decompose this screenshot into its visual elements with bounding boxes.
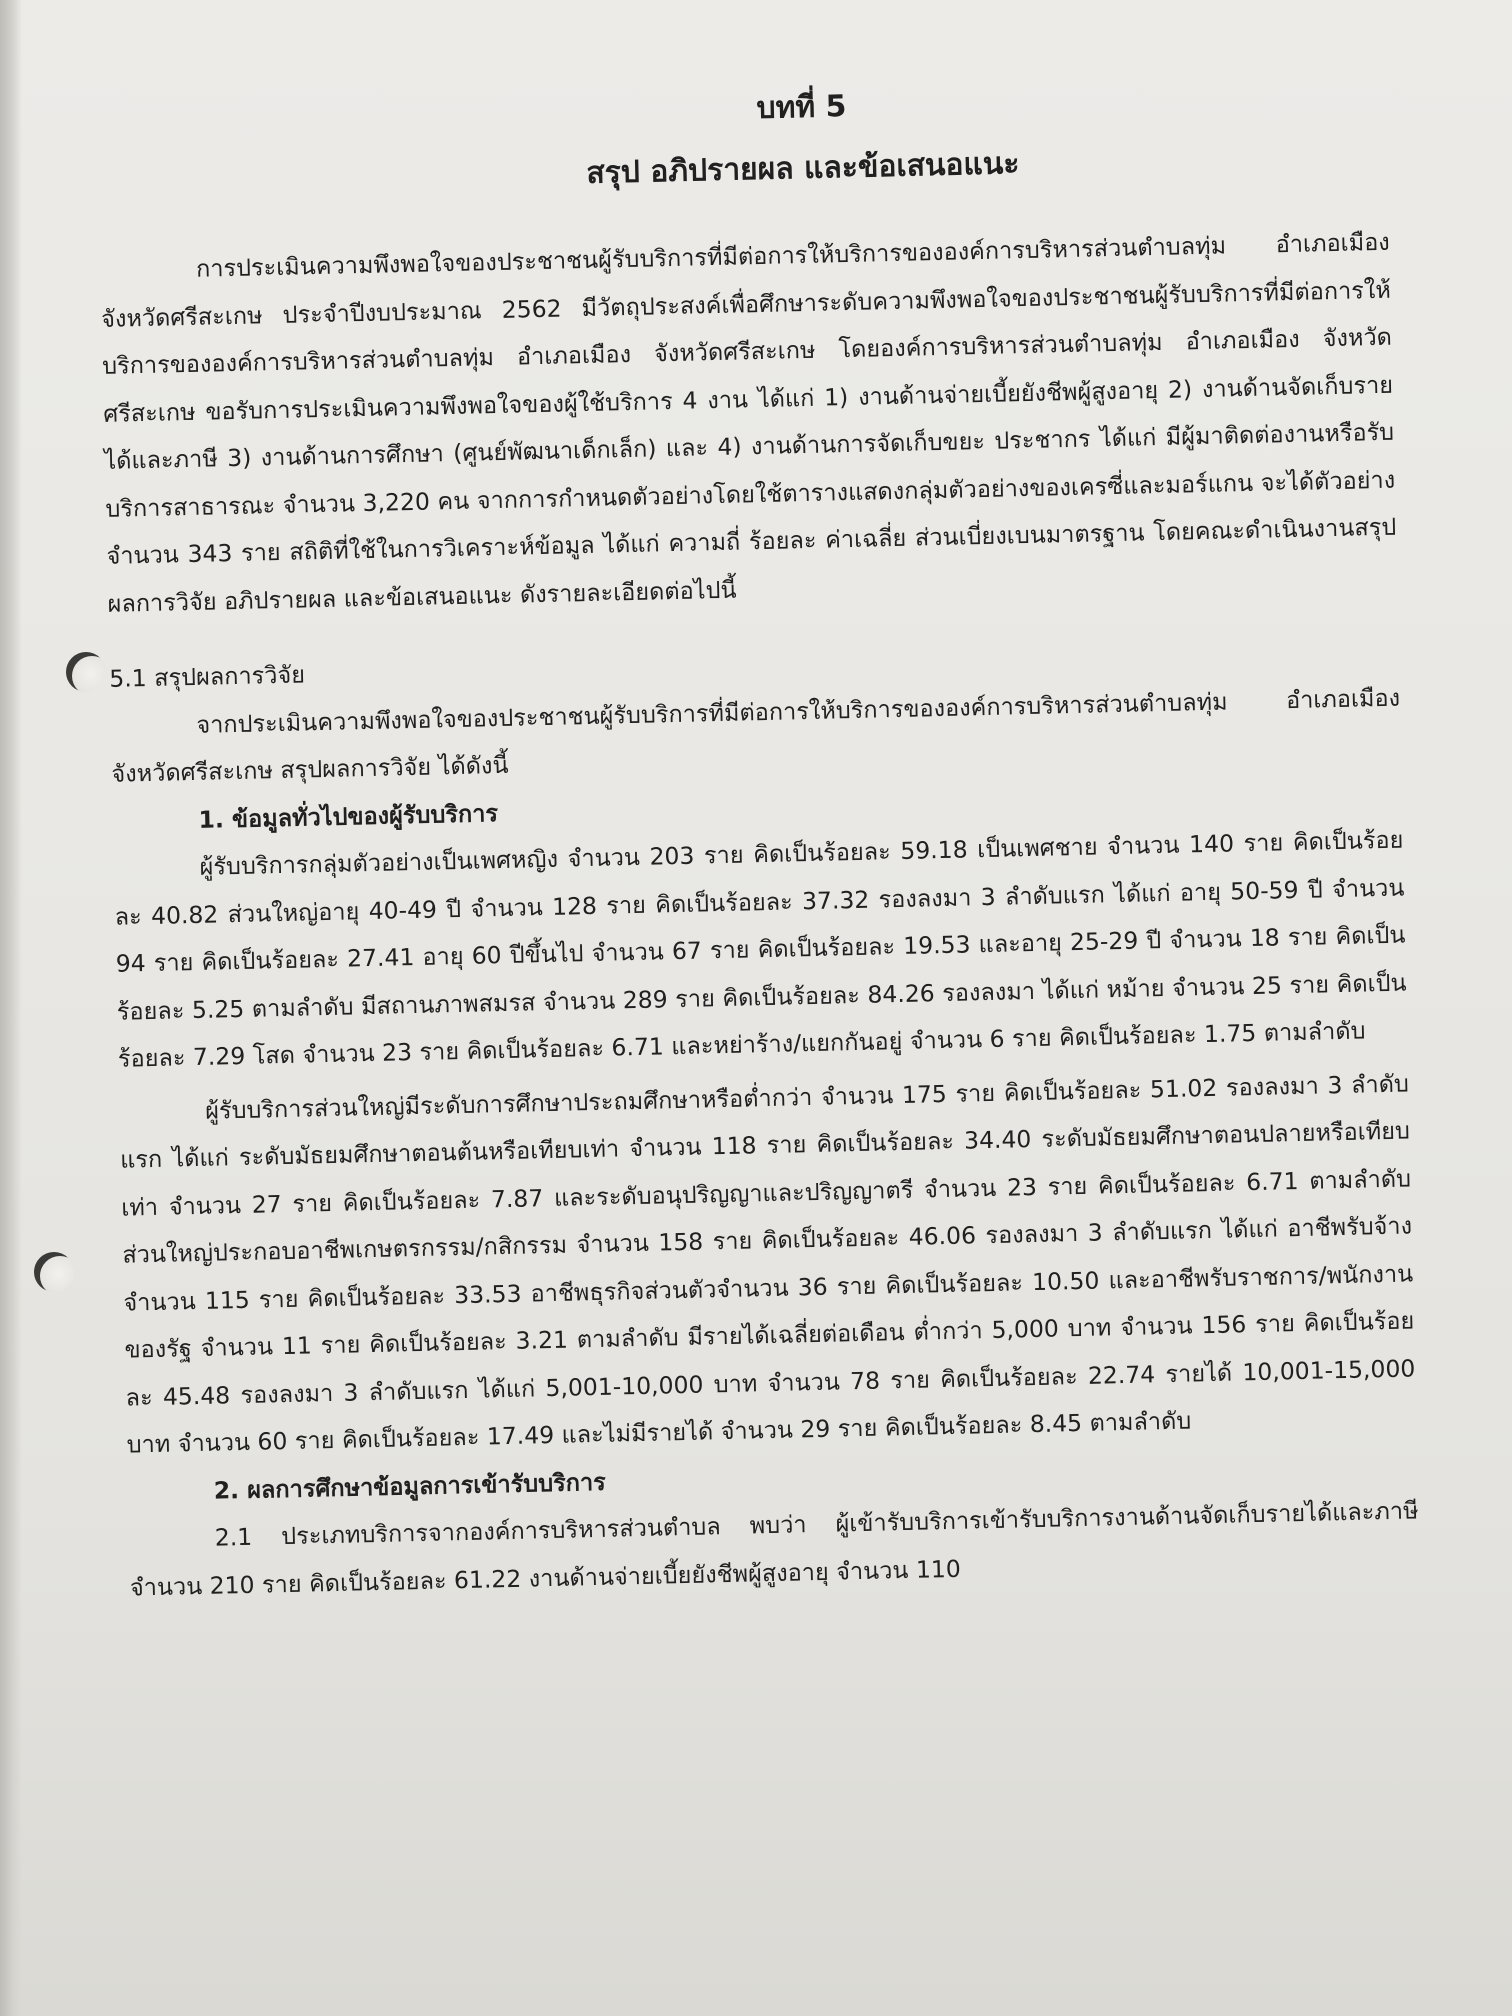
document-body (96, 63, 1420, 1612)
service-type-paragraph: 2.1 ประเภทบริการจากองค์การบริหารส่วนตำบล พบว่า ผู้เข้ารับบริการเข้ารับบริการงานด้านจัดเก็บรายได้และภาษี จำนวน 210 ราย คิดเป็นร้อยละ 61.22 งานด้านจ่ายเบี้ยยังชีพผู้สูงอายุ จำนวน 110 (129, 1496, 1419, 1602)
punch-hole-top (66, 652, 106, 692)
intro-paragraph: การประเมินความพึงพอใจของประชาชนผู้รับบริการที่มีต่อการให้บริการขององค์การบริหารส่วนตำบลทุ่ม อำเภอเมือง จังหวัดศรีสะเกษ ประจำปีงบประมาณ 2562 มีวัตถุประสงค์เพื่อศึกษาระดับความพึงพอใจของประชาชนผู้รับบริการที่มีต่อการให้บริการขององค์การบริหารส่วนตำบลทุ่ม อำเภอเมือง จังหวัดศรีสะเกษ โดยองค์การบริหารส่วนตำบลทุ่ม อำเภอเมือง จังหวัดศรีสะเกษ ขอรับการประเมินความพึงพอใจของผู้ใช้บริการ 4 งาน ได้แก่ 1) งานด้านจ่ายเบี้ยยังชีพผู้สูงอายุ 2) งานด้านจัดเก็บรายได้และภาษี 3) งานด้านการศึกษา (ศูนย์พัฒนาเด็กเล็ก) และ 4) งานด้านการจัดเก็บขยะ ประชากร ได้แก่ มีผู้มาติดต่องานหรือรับบริการสาธารณะ จำนวน 3,220 คน จากการกำหนดตัวอย่างโดยใช้ตารางแสดงกลุ่มตัวอย่างของเครซี่และมอร์แกน จะได้ตัวอย่าง จำนวน 343 ราย สถิติที่ใช้ในการวิเคราะห์ข้อมูล ได้แก่ ความถี่ ร้อยละ ค่าเฉลี่ย ส่วนเบี่ยงเบนมาตรฐาน โดยคณะดำเนินงานสรุปผลการวิจัย อภิปรายผล และข้อเสนอแนะ ดังรายละเอียดต่อไปนี้ (100, 227, 1397, 618)
education-occupation-paragraph: ผู้รับบริการส่วนใหญ่มีระดับการศึกษาประถมศึกษาหรือต่ำกว่า จำนวน 175 ราย คิดเป็นร้อยละ 51.02 รองลงมา 3 ลำดับแรก ได้แก่ ระดับมัธยมศึกษาตอนต้นหรือเทียบเท่า จำนวน 118 ราย คิดเป็นร้อยละ 34.40 ระดับมัธยมศึกษาตอนปลายหรือเทียบเท่า จำนวน 27 ราย คิดเป็นร้อยละ 7.87 และระดับอนุปริญญาและปริญญาตรี จำนวน 23 ราย คิดเป็นร้อยละ 6.71 ตามลำดับ ส่วนใหญ่ประกอบอาชีพเกษตรกรรม/กสิกรรม จำนวน 158 ราย คิดเป็นร้อยละ 46.06 รองลงมา 3 ลำดับแรก ได้แก่ อาชีพรับจ้าง จำนวน 115 ราย คิดเป็นร้อยละ 33.53 อาชีพธุรกิจส่วนตัวจำนวน 36 ราย คิดเป็นร้อยละ 10.50 และอาชีพรับราชการ/พนักงานของรัฐ จำนวน 11 ราย คิดเป็นร้อยละ 3.21 ตามลำดับ มีรายได้เฉลี่ยต่อเดือน ต่ำกว่า 5,000 บาท จำนวน 156 ราย คิดเป็นร้อยละ 45.48 รองลงมา 3 ลำดับแรก ได้แก่ 5,001-10,000 บาท จำนวน 78 ราย คิดเป็นร้อยละ 22.74 รายได้ 10,001-15,000 บาท จำนวน 60 ราย คิดเป็นร้อยละ 17.49 และไม่มีรายได้ จำนวน 29 ราย คิดเป็นร้อยละ 8.45 ตามลำดับ (119, 1068, 1416, 1459)
service-results-heading: 2. ผลการศึกษาข้อมูลการเข้ารับบริการ (213, 1467, 607, 1505)
punch-hole-bottom (34, 1252, 74, 1292)
demographics-paragraph: ผู้รับบริการกลุ่มตัวอย่างเป็นเพศหญิง จำนวน 203 ราย คิดเป็นร้อยละ 59.18 เป็นเพศชาย จำนวน 140 ราย คิดเป็นร้อยละ 40.82 ส่วนใหญ่อายุ 40-49 ปี จำนวน 128 ราย คิดเป็นร้อยละ 37.32 รองลงมา 3 ลำดับแรก ได้แก่ อายุ 50-59 ปี จำนวน 94 ราย คิดเป็นร้อยละ 27.41 อายุ 60 ปีขึ้นไป จำนวน 67 ราย คิดเป็นร้อยละ 19.53 และอายุ 25-29 ปี จำนวน 18 ราย คิดเป็นร้อยละ 5.25 ตามลำดับ มีสถานภาพสมรส จำนวน 289 ราย คิดเป็นร้อยละ 84.26 รองลงมา ได้แก่ หม้าย จำนวน 25 ราย คิดเป็นร้อยละ 7.29 โสด จำนวน 23 ราย คิดเป็นร้อยละ 6.71 และหย่าร้าง/แยกกันอยู่ จำนวน 6 ราย คิดเป็นร้อยละ 1.75 ตามลำดับ (114, 825, 1407, 1073)
binding-shadow (0, 0, 22, 2016)
section-heading-5-1: 5.1 สรุปผลการวิจัย (108, 660, 306, 693)
chapter-title: สรุป อภิปรายผล และข้อเสนอแนะ (586, 146, 1020, 191)
general-info-heading: 1. ข้อมูลทั่วไปของผู้รับบริการ (198, 798, 499, 834)
chapter-number: บทที่ 5 (756, 88, 847, 127)
section-intro-paragraph: จากประเมินความพึงพอใจของประชาชนผู้รับบริการที่มีต่อการให้บริการขององค์การบริหารส่วนตำบลทุ่ม อำเภอเมือง จังหวัดศรีสะเกษ สรุปผลการวิจัย ได้ดังนี้ (111, 683, 1401, 788)
